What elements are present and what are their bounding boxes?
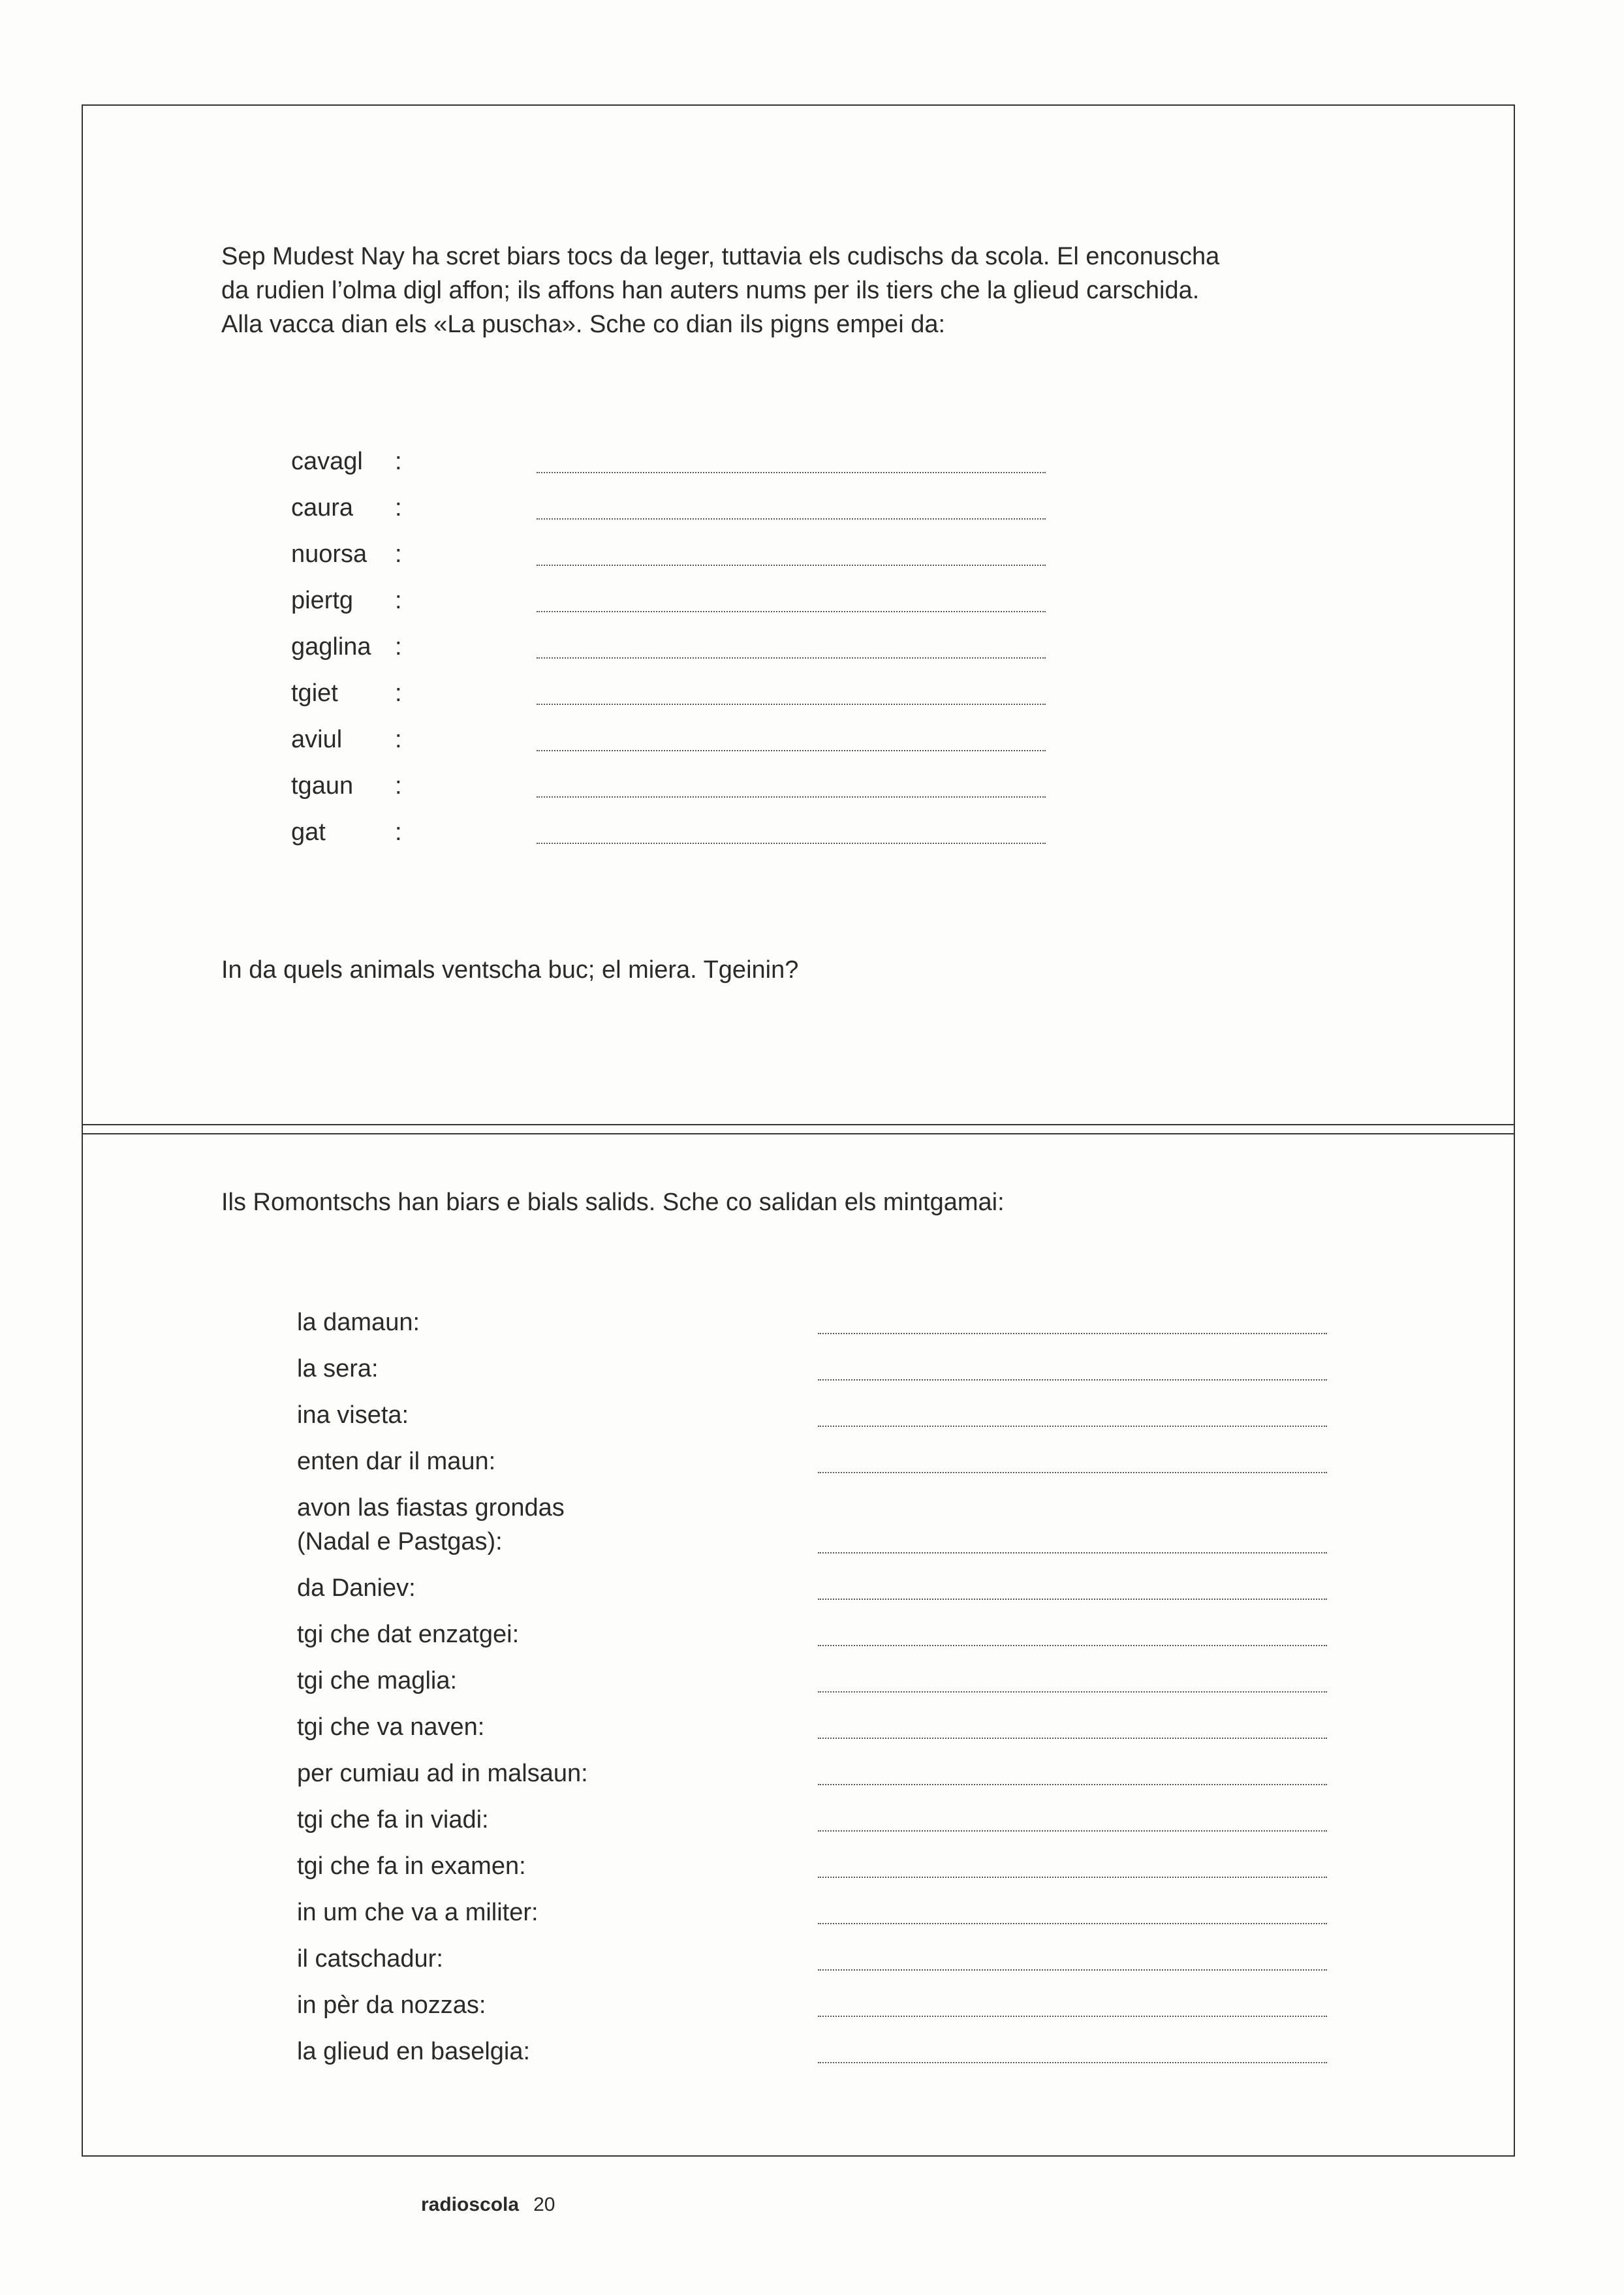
colon-separator: : (395, 587, 402, 614)
greeting-row (83, 1493, 1512, 1561)
intro-line: Sep Mudest Nay ha scret biars tocs da leger, tuttavia els cudischs da scola. El enconuscha (221, 243, 1220, 270)
answer-blank[interactable] (818, 1599, 1327, 1600)
greeting-label: il catschadur: (297, 1945, 443, 1973)
answer-blank[interactable] (818, 1691, 1327, 1693)
answer-blank[interactable] (818, 1426, 1327, 1427)
answer-blank[interactable] (818, 1877, 1327, 1878)
answer-blank[interactable] (818, 1784, 1327, 1785)
answer-blank[interactable] (818, 1969, 1327, 1971)
colon-separator: : (395, 448, 402, 475)
greeting-label: avon las fiastas grondas (297, 1494, 565, 1522)
greeting-label: la sera: (297, 1355, 379, 1382)
answer-blank[interactable] (818, 2016, 1327, 2017)
answer-blank[interactable] (818, 1738, 1327, 1739)
colon-separator: : (395, 772, 402, 800)
colon-separator: : (395, 540, 402, 568)
page-footer (421, 2192, 555, 2218)
answer-blank[interactable] (537, 843, 1046, 844)
animal-label: cavagl (291, 448, 363, 475)
greeting-label: da Daniev: (297, 1574, 416, 1602)
greeting-label: per cumiau ad in malsaun: (297, 1760, 588, 1787)
answer-blank[interactable] (818, 1472, 1327, 1473)
exercise-box-animals (82, 104, 1515, 1134)
answer-blank[interactable] (818, 1830, 1327, 1832)
greetings-intro: Ils Romontschs han biars e bials salids. Sche co salidan els mintgamai: (221, 1189, 1005, 1216)
animal-label: aviul (291, 726, 343, 753)
greeting-row (83, 1944, 1512, 1978)
animal-row (83, 632, 1512, 661)
greeting-label: enten dar il maun: (297, 1448, 496, 1475)
greeting-label: la damaun: (297, 1309, 420, 1336)
greeting-label: tgi che va naven: (297, 1713, 485, 1741)
animal-label: gat (291, 819, 326, 846)
colon-separator: : (395, 819, 402, 846)
answer-blank[interactable] (537, 657, 1046, 659)
greeting-row (83, 1574, 1512, 1608)
greeting-label: ina viseta: (297, 1401, 409, 1429)
greeting-label: tgi che maglia: (297, 1667, 458, 1694)
colon-separator: : (395, 494, 402, 522)
greeting-row (83, 1447, 1512, 1481)
animal-row (83, 725, 1512, 754)
animal-label: nuorsa (291, 540, 367, 568)
animal-row (83, 679, 1512, 708)
greeting-row (83, 1852, 1512, 1886)
greeting-row (83, 1759, 1512, 1793)
greeting-row (83, 1805, 1512, 1839)
greeting-row (83, 1898, 1512, 1932)
greeting-label: tgi che fa in examen: (297, 1852, 526, 1880)
greeting-label: in um che va a militer: (297, 1899, 539, 1926)
animal-row (83, 818, 1512, 847)
page-number: 20 (533, 2194, 555, 2215)
answer-blank[interactable] (537, 796, 1046, 798)
colon-separator: : (395, 726, 402, 753)
answer-blank[interactable] (818, 1923, 1327, 1924)
answer-blank[interactable] (818, 1379, 1327, 1381)
answer-blank[interactable] (818, 2062, 1327, 2063)
colon-separator: : (395, 633, 402, 661)
answer-blank[interactable] (818, 1333, 1327, 1334)
greeting-label: la glieud en baselgia: (297, 2038, 531, 2065)
intro-line: Alla vacca dian els «La puscha». Sche co dian ils pigns empei da: (221, 311, 946, 338)
animal-label: piertg (291, 587, 354, 614)
greeting-row (83, 1666, 1512, 1700)
animal-label: caura (291, 494, 354, 522)
answer-blank[interactable] (537, 750, 1046, 751)
animal-label: tgiet (291, 679, 338, 707)
answer-blank[interactable] (537, 611, 1046, 612)
publication-name: radioscola (421, 2194, 520, 2215)
animal-row (83, 540, 1512, 569)
greeting-row (83, 1991, 1512, 2025)
animal-row (83, 586, 1512, 615)
answer-blank[interactable] (818, 1552, 1327, 1553)
animal-label: gaglina (291, 633, 371, 661)
greeting-label: tgi che fa in viadi: (297, 1806, 489, 1834)
answer-blank[interactable] (537, 704, 1046, 705)
animal-label: tgaun (291, 772, 354, 800)
greeting-label: (Nadal e Pastgas): (297, 1528, 503, 1555)
answer-blank[interactable] (537, 565, 1046, 566)
greeting-row (83, 1713, 1512, 1747)
animal-row (83, 447, 1512, 476)
answer-blank[interactable] (537, 518, 1046, 520)
greeting-row (83, 1354, 1512, 1388)
greeting-label: in pèr da nozzas: (297, 1991, 486, 2019)
answer-blank[interactable] (818, 1645, 1327, 1646)
greeting-row (83, 1308, 1512, 1342)
intro-line: da rudien l’olma digl affon; ils affons han auters nums per ils tiers che la glieud carschida. (221, 277, 1200, 304)
animal-row (83, 772, 1512, 800)
greeting-row (83, 1620, 1512, 1654)
greeting-row (83, 2037, 1512, 2071)
question-text: In da quels animals ventscha buc; el miera. Tgeinin? (221, 956, 799, 984)
greeting-row (83, 1401, 1512, 1435)
greeting-label: tgi che dat enzatgei: (297, 1621, 520, 1648)
colon-separator: : (395, 679, 402, 707)
exercise-box-greetings (82, 1124, 1515, 2157)
intro-paragraph (221, 240, 1219, 341)
animal-row (83, 493, 1512, 522)
answer-blank[interactable] (537, 472, 1046, 473)
